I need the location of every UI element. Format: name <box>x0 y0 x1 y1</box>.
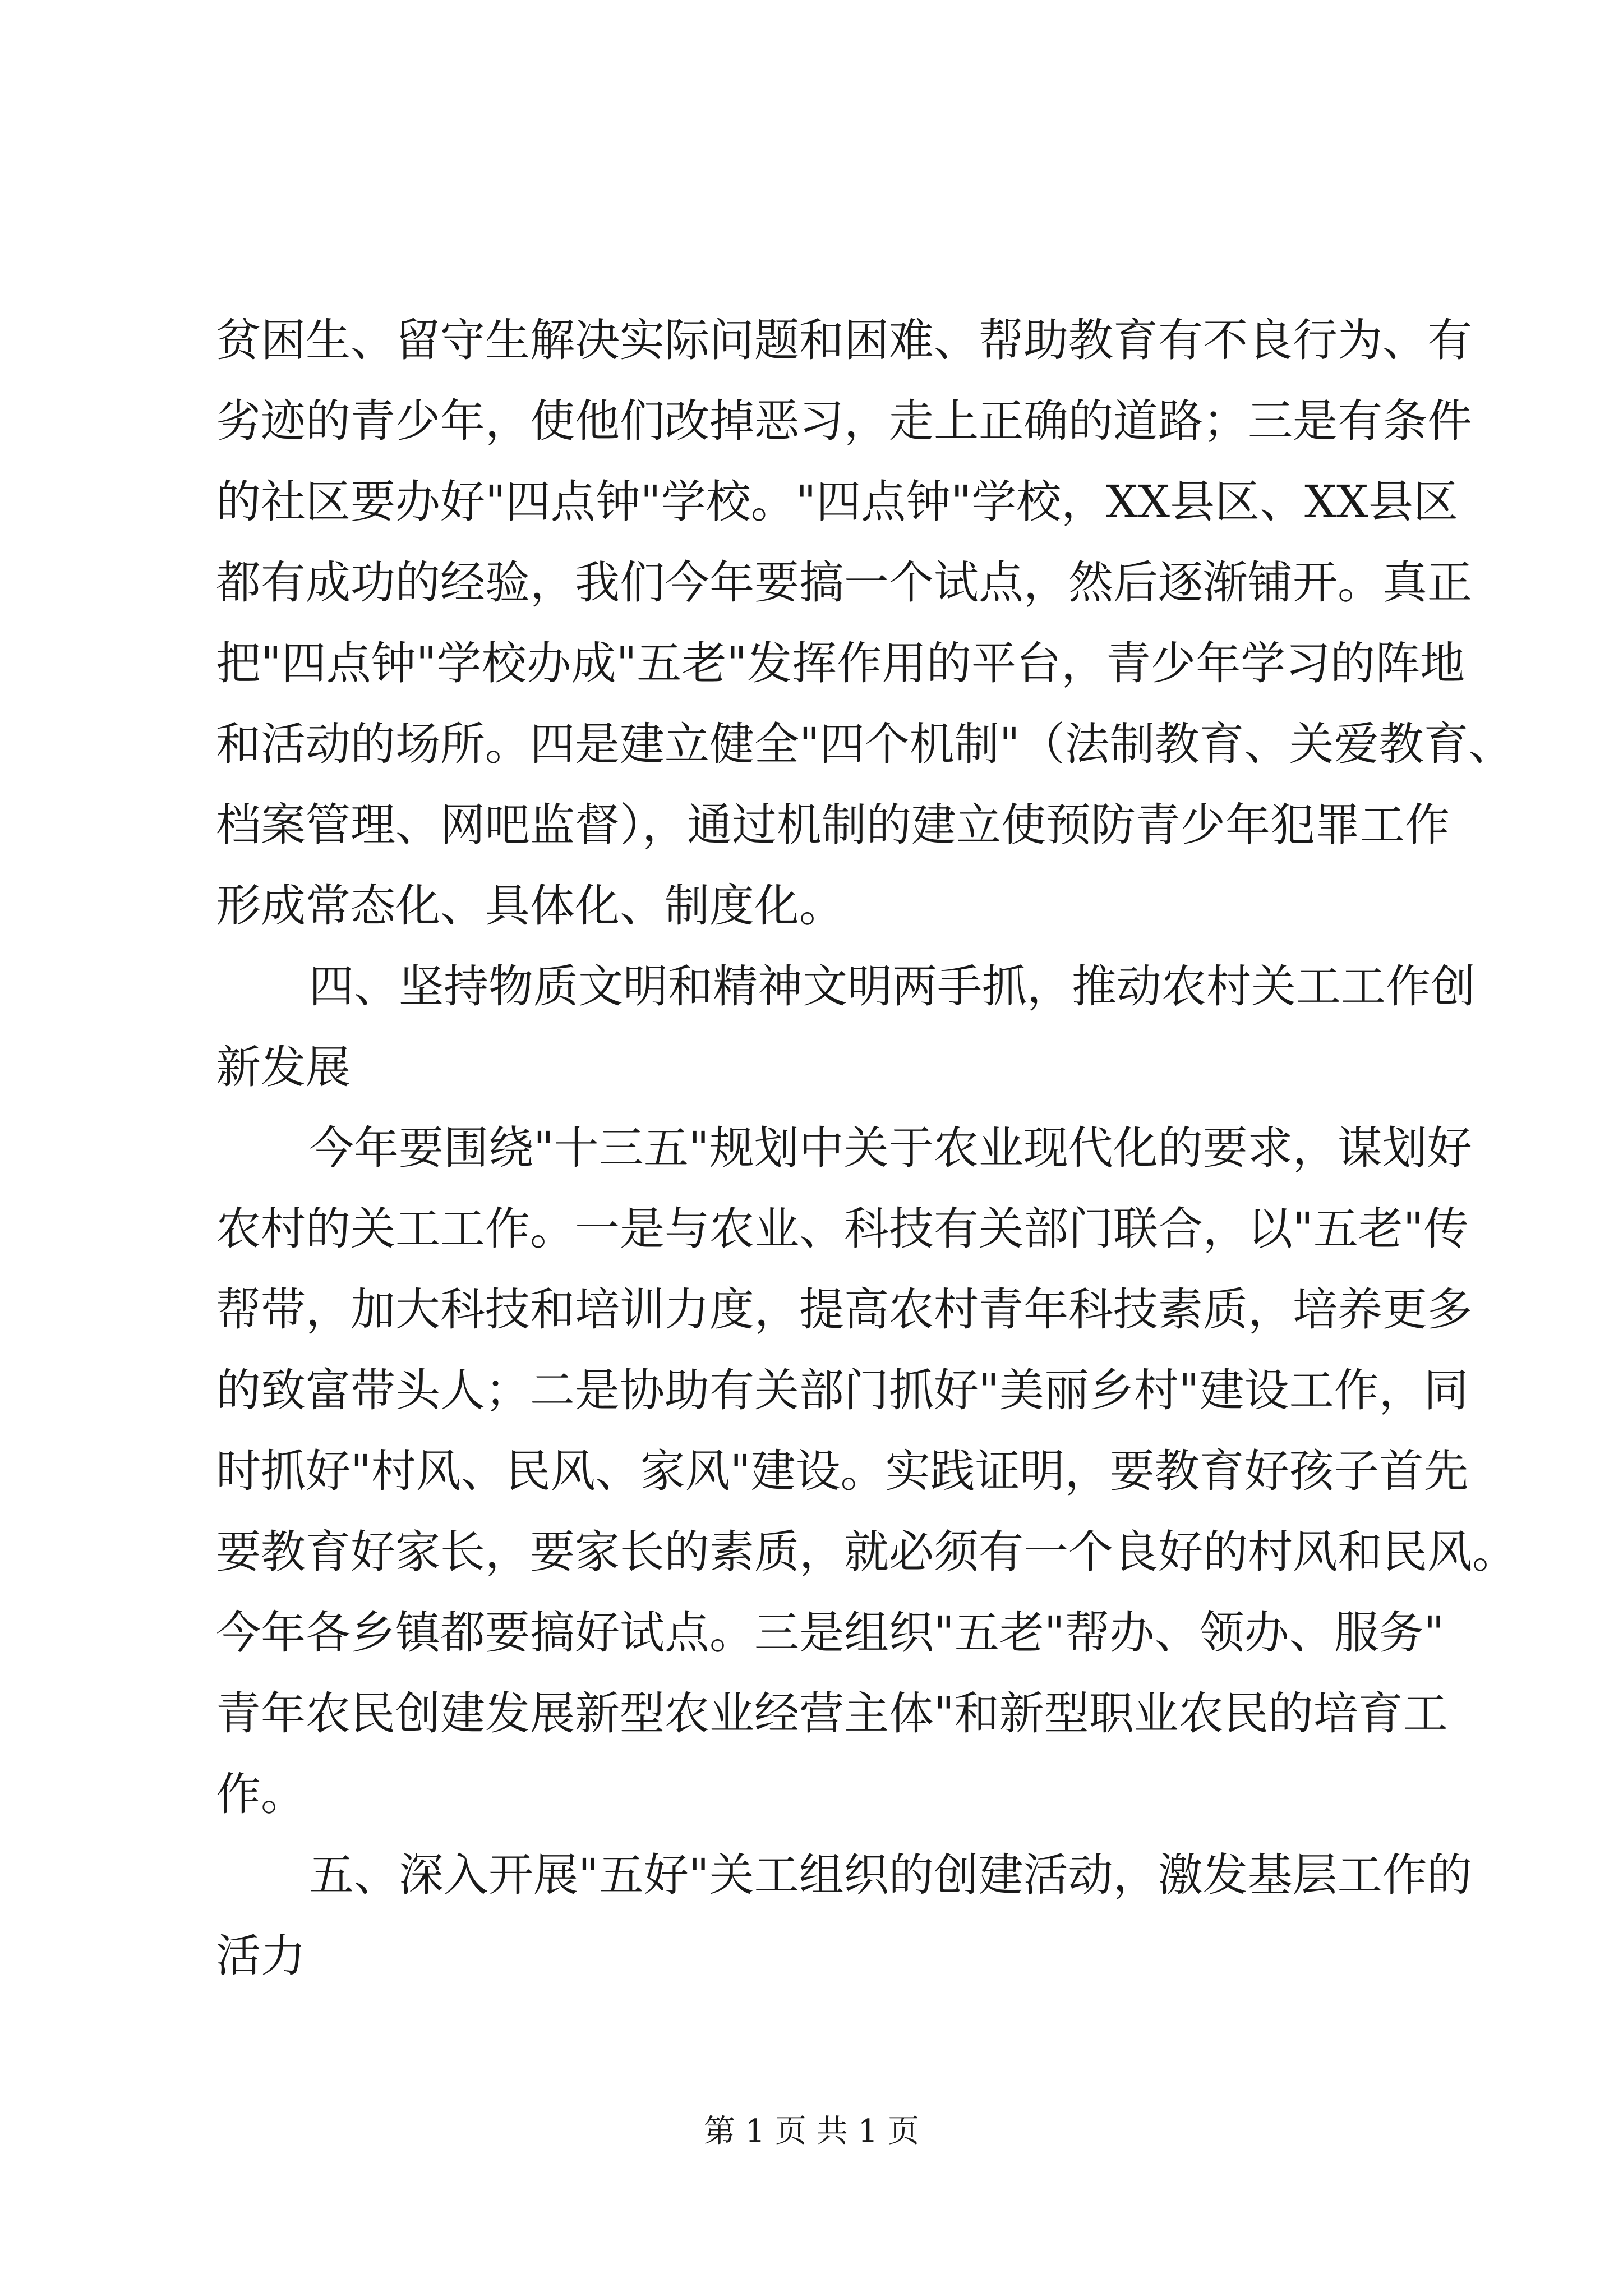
text-line: 劣迹的青少年，使他们改掉恶习，走上正确的道路；三是有条件 <box>216 395 1472 447</box>
text-line: 新发展 <box>216 1041 351 1093</box>
text-line: 作。 <box>216 1768 306 1820</box>
text-line: 五、深入开展"五好"关工组织的创建活动，激发基层工作的 <box>309 1849 1472 1901</box>
text-line: 时抓好"村风、民风、家风"建设。实践证明，要教育好孩子首先 <box>216 1445 1469 1497</box>
body-text <box>216 300 1517 1996</box>
text-line: 的社区要办好"四点钟"学校。"四点钟"学校，XX县区、XX县区 <box>216 476 1458 528</box>
text-line: 的致富带头人；二是协助有关部门抓好"美丽乡村"建设工作，同 <box>216 1364 1469 1416</box>
page-footer: 第 1 页 共 1 页 <box>703 2113 920 2150</box>
text-line: 把"四点钟"学校办成"五老"发挥作用的平台，青少年学习的阵地 <box>216 637 1465 689</box>
text-line: 和活动的场所。四是建立健全"四个机制"（法制教育、关爱教育、 <box>216 718 1514 770</box>
text-line: 都有成功的经验，我们今年要搞一个试点，然后逐渐铺开。真正 <box>216 556 1472 609</box>
text-line: 形成常态化、具体化、制度化。 <box>216 880 844 932</box>
text-line: 今年各乡镇都要搞好试点。三是组织"五老"帮办、领办、服务" <box>216 1607 1445 1659</box>
text-line: 帮带，加大科技和培训力度，提高农村青年科技素质，培养更多 <box>216 1283 1472 1336</box>
text-line: 四、坚持物质文明和精神文明两手抓，推动农村关工工作创 <box>309 960 1476 1013</box>
text-line: 档案管理、网吧监督），通过机制的建立使预防青少年犯罪工作 <box>216 799 1450 851</box>
text-line: 要教育好家长，要家长的素质，就必须有一个良好的村风和民风。 <box>216 1526 1517 1578</box>
text-line: 活力 <box>216 1930 306 1982</box>
text-line: 今年要围绕"十三五"规划中关于农业现代化的要求，谋划好 <box>309 1122 1472 1174</box>
text-line: 贫困生、留守生解决实际问题和困难、帮助教育有不良行为、有 <box>216 314 1472 366</box>
text-line: 青年农民创建发展新型农业经营主体"和新型职业农民的培育工 <box>216 1687 1448 1740</box>
text-line: 农村的关工工作。一是与农业、科技有关部门联合，以"五老"传 <box>216 1203 1469 1255</box>
